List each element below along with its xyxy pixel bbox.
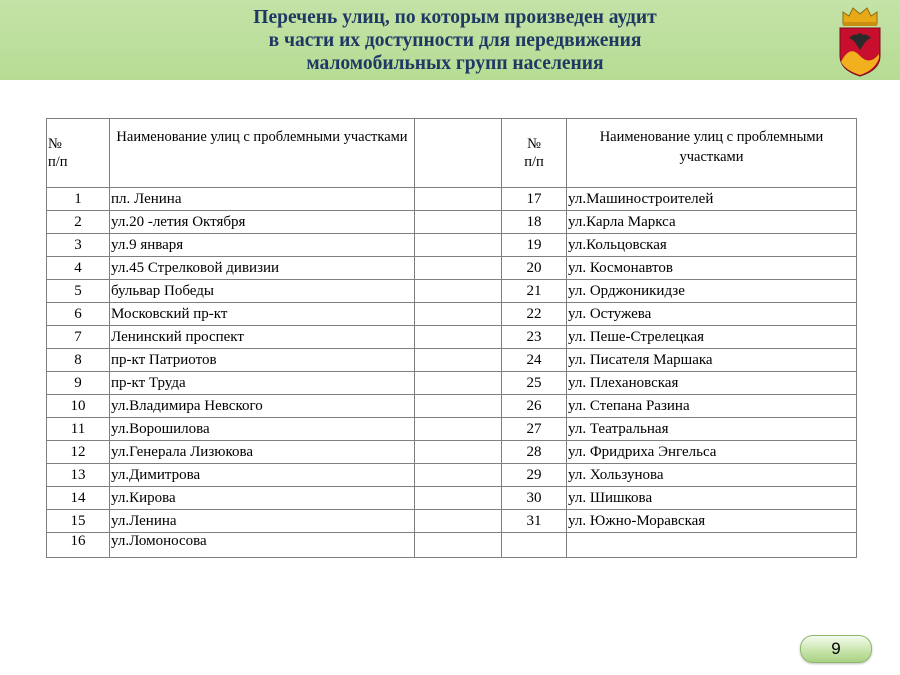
header-num-right: № п/п bbox=[502, 119, 567, 188]
table-row bbox=[47, 510, 857, 533]
table-row bbox=[47, 234, 857, 257]
empty-cell bbox=[415, 533, 502, 558]
row-number-left: 14 bbox=[47, 487, 110, 510]
table-row bbox=[47, 372, 857, 395]
page-number: 9 bbox=[800, 635, 872, 663]
table-body bbox=[47, 188, 857, 558]
empty-cell bbox=[415, 303, 502, 326]
street-name-left: Московский пр-кт bbox=[110, 303, 415, 326]
street-name-right: ул. Хользунова bbox=[567, 464, 857, 487]
empty-cell bbox=[415, 441, 502, 464]
street-name-right: ул. Фридриха Энгельса bbox=[567, 441, 857, 464]
street-name-right: ул.Кольцовская bbox=[567, 234, 857, 257]
street-name-left: ул.45 Стрелковой дивизии bbox=[110, 257, 415, 280]
empty-cell bbox=[415, 487, 502, 510]
title-line: маломобильных групп населения bbox=[306, 53, 604, 74]
table-row bbox=[47, 441, 857, 464]
row-number-right: 21 bbox=[502, 280, 567, 303]
street-name-left: ул.Кирова bbox=[110, 487, 415, 510]
empty-cell bbox=[415, 326, 502, 349]
street-name-right: ул. Космонавтов bbox=[567, 257, 857, 280]
empty-cell bbox=[415, 211, 502, 234]
street-name-left: пл. Ленина bbox=[110, 188, 415, 211]
streets-table bbox=[46, 118, 857, 558]
row-number-right: 18 bbox=[502, 211, 567, 234]
street-name-left: ул.20 -летия Октября bbox=[110, 211, 415, 234]
row-number-right: 30 bbox=[502, 487, 567, 510]
table-row bbox=[47, 533, 857, 558]
street-name-right: ул. Плехановская bbox=[567, 372, 857, 395]
street-name-right: ул.Карла Маркса bbox=[567, 211, 857, 234]
street-name-right: ул. Остужева bbox=[567, 303, 857, 326]
empty-cell bbox=[415, 257, 502, 280]
empty-cell bbox=[415, 349, 502, 372]
street-name-left: ул.Генерала Лизюкова bbox=[110, 441, 415, 464]
row-number-left: 9 bbox=[47, 372, 110, 395]
street-name-left: ул.Ленина bbox=[110, 510, 415, 533]
street-name-right: ул. Южно-Моравская bbox=[567, 510, 857, 533]
coat-of-arms-icon bbox=[835, 4, 885, 78]
row-number-right: 22 bbox=[502, 303, 567, 326]
street-name-right: ул. Шишкова bbox=[567, 487, 857, 510]
page-title bbox=[150, 6, 760, 75]
row-number-right: 29 bbox=[502, 464, 567, 487]
table-row bbox=[47, 188, 857, 211]
table-header-row bbox=[47, 119, 857, 188]
row-number-left: 2 bbox=[47, 211, 110, 234]
title-line: в части их доступности для передвижения bbox=[268, 30, 642, 51]
street-name-left: ул.Владимира Невского bbox=[110, 395, 415, 418]
row-number-left: 6 bbox=[47, 303, 110, 326]
row-number-left: 11 bbox=[47, 418, 110, 441]
row-number-right bbox=[502, 533, 567, 558]
street-name-right bbox=[567, 533, 857, 558]
empty-cell bbox=[415, 119, 502, 188]
row-number-left: 16 bbox=[47, 533, 110, 558]
table-row bbox=[47, 257, 857, 280]
table-row bbox=[47, 303, 857, 326]
row-number-left: 8 bbox=[47, 349, 110, 372]
street-name-left: ул.Ломоносова bbox=[110, 533, 415, 558]
empty-cell bbox=[415, 280, 502, 303]
street-name-left: Ленинский проспект bbox=[110, 326, 415, 349]
empty-cell bbox=[415, 188, 502, 211]
row-number-right: 25 bbox=[502, 372, 567, 395]
row-number-right: 17 bbox=[502, 188, 567, 211]
empty-cell bbox=[415, 372, 502, 395]
street-name-left: ул.9 января bbox=[110, 234, 415, 257]
table-row bbox=[47, 487, 857, 510]
row-number-left: 1 bbox=[47, 188, 110, 211]
row-number-left: 5 bbox=[47, 280, 110, 303]
title-line: Перечень улиц, по которым произведен аудит bbox=[253, 7, 657, 28]
street-name-left: ул.Ворошилова bbox=[110, 418, 415, 441]
table-row bbox=[47, 211, 857, 234]
street-name-right: ул.Машиностроителей bbox=[567, 188, 857, 211]
table-row bbox=[47, 464, 857, 487]
row-number-right: 26 bbox=[502, 395, 567, 418]
empty-cell bbox=[415, 418, 502, 441]
row-number-right: 28 bbox=[502, 441, 567, 464]
empty-cell bbox=[415, 234, 502, 257]
table-row bbox=[47, 418, 857, 441]
empty-cell bbox=[415, 464, 502, 487]
street-name-right: ул. Орджоникидзе bbox=[567, 280, 857, 303]
row-number-left: 10 bbox=[47, 395, 110, 418]
row-number-right: 23 bbox=[502, 326, 567, 349]
street-name-right: ул. Пеше-Стрелецкая bbox=[567, 326, 857, 349]
header-num-left: № п/п bbox=[47, 119, 110, 188]
street-name-left: пр-кт Патриотов bbox=[110, 349, 415, 372]
empty-cell bbox=[415, 395, 502, 418]
street-name-right: ул. Степана Разина bbox=[567, 395, 857, 418]
row-number-right: 31 bbox=[502, 510, 567, 533]
street-name-left: пр-кт Труда bbox=[110, 372, 415, 395]
row-number-right: 24 bbox=[502, 349, 567, 372]
header-name-right: Наименование улиц с проблемными участками bbox=[567, 119, 857, 188]
street-name-right: ул. Театральная bbox=[567, 418, 857, 441]
row-number-left: 7 bbox=[47, 326, 110, 349]
row-number-right: 19 bbox=[502, 234, 567, 257]
row-number-left: 12 bbox=[47, 441, 110, 464]
row-number-right: 27 bbox=[502, 418, 567, 441]
empty-cell bbox=[415, 510, 502, 533]
table-row bbox=[47, 395, 857, 418]
row-number-left: 3 bbox=[47, 234, 110, 257]
row-number-left: 15 bbox=[47, 510, 110, 533]
row-number-left: 4 bbox=[47, 257, 110, 280]
table-row bbox=[47, 326, 857, 349]
street-name-left: ул.Димитрова bbox=[110, 464, 415, 487]
header-name-left: Наименование улиц с проблемными участками bbox=[110, 119, 415, 188]
table-row bbox=[47, 280, 857, 303]
header-band bbox=[0, 0, 900, 80]
street-name-right: ул. Писателя Маршака bbox=[567, 349, 857, 372]
row-number-left: 13 bbox=[47, 464, 110, 487]
row-number-right: 20 bbox=[502, 257, 567, 280]
table-row bbox=[47, 349, 857, 372]
street-name-left: бульвар Победы bbox=[110, 280, 415, 303]
